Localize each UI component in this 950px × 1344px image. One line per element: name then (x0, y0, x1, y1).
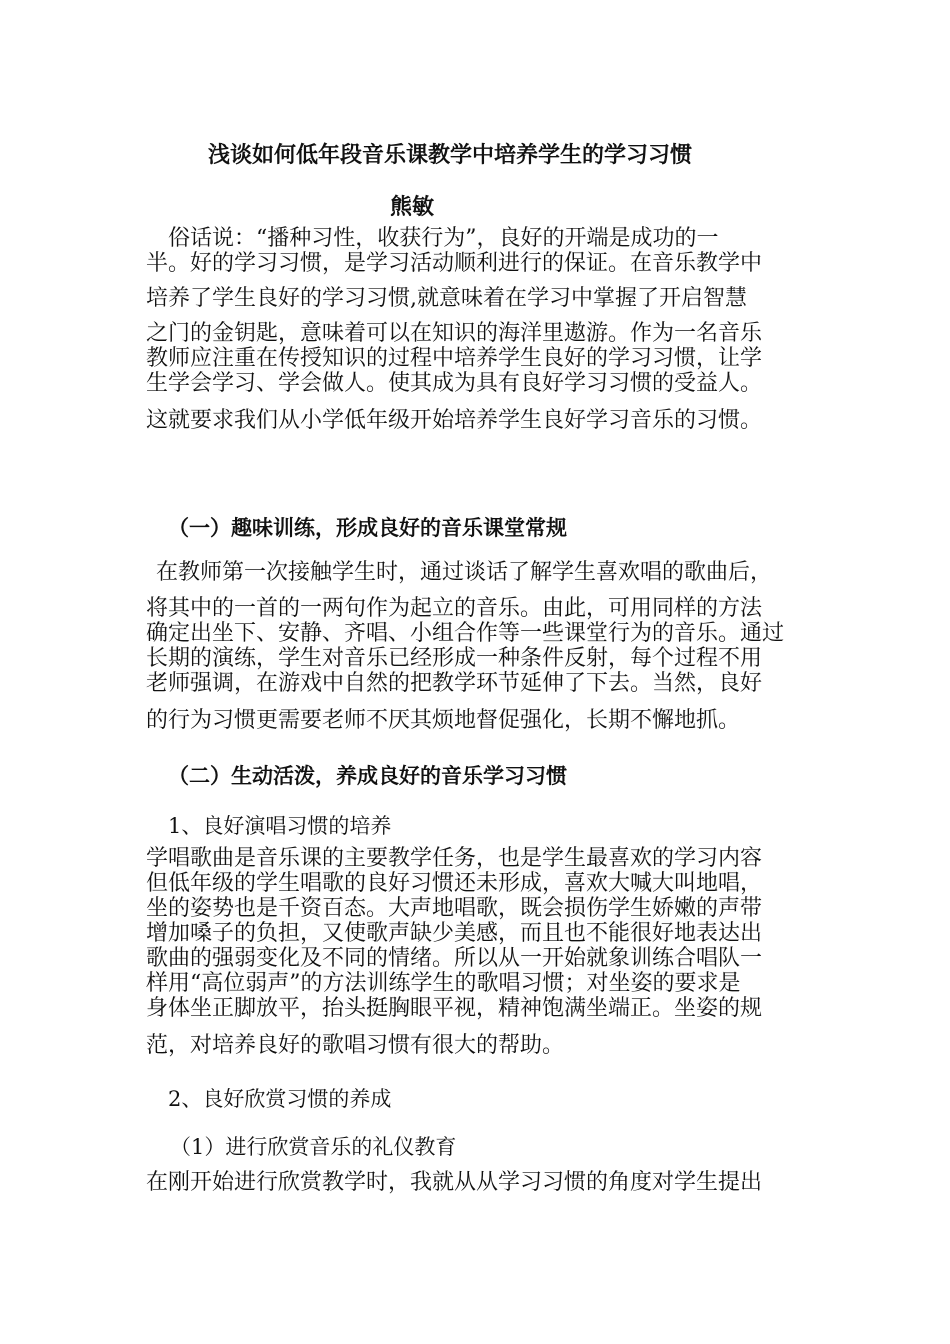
section1-line: 确定出坐下、安静、齐唱、小组合作等一些课堂行为的音乐。通过 (146, 621, 785, 646)
subsection-heading-2-1: （1）进行欣赏音乐的礼仪教育 (170, 1135, 457, 1159)
section1-line: 的行为习惯更需要老师不厌其烦地督促强化，长期不懈地抓。 (146, 708, 741, 733)
section-heading-2: （二）生动活泼，养成良好的音乐学习习惯 (168, 763, 567, 788)
singing-line: 但低年级的学生唱歌的良好习惯还未形成，喜欢大喊大叫地唱， (146, 871, 763, 896)
subsection-heading-2: 2、良好欣赏习惯的养成 (168, 1087, 392, 1111)
document-title: 浅谈如何低年段音乐课教学中培养学生的学习习惯 (208, 142, 693, 168)
section1-line: 长期的演练，学生对音乐已经形成一种条件反射，每个过程不用 (146, 646, 763, 671)
intro-line: 生学会学习、学会做人。使其成为具有良好学习习惯的受益人。 (146, 371, 763, 396)
section-heading-1: （一）趣味训练，形成良好的音乐课堂常规 (168, 515, 567, 540)
section1-line: 将其中的一首的一两句作为起立的音乐。由此，可用同样的方法 (146, 596, 763, 621)
intro-line: 半。好的学习习惯，是学习活动顺利进行的保证。在音乐教学中 (146, 251, 763, 276)
appreciation-line: 在刚开始进行欣赏教学时，我就从从学习习惯的角度对学生提出 (146, 1170, 763, 1195)
intro-line: 之门的金钥匙，意味着可以在知识的海洋里遨游。作为一名音乐 (146, 321, 763, 346)
intro-line: 俗话说：“播种习性，收获行为”，良好的开端是成功的一 (146, 226, 719, 251)
author-name: 熊敏 (390, 194, 435, 220)
singing-line: 学唱歌曲是音乐课的主要教学任务，也是学生最喜欢的学习内容 (146, 846, 763, 871)
subsection-heading-1: 1、良好演唱习惯的培养 (168, 814, 392, 838)
section1-line: 老师强调，在游戏中自然的把教学环节延伸了下去。当然，良好 (146, 671, 763, 696)
singing-line: 范，对培养良好的歌唱习惯有很大的帮助。 (146, 1033, 565, 1058)
singing-line: 增加嗓子的负担，又使歌声缺少美感，而且也不能很好地表达出 (146, 921, 763, 946)
singing-line: 身体坐正脚放平，抬头挺胸眼平视，精神饱满坐端正。坐姿的规 (146, 996, 763, 1021)
intro-line: 教师应注重在传授知识的过程中培养学生良好的学习习惯，让学 (146, 346, 763, 371)
intro-line: 培养了学生良好的学习习惯,就意味着在学习中掌握了开启智慧 (146, 286, 747, 311)
singing-line: 坐的姿势也是千资百态。大声地唱歌，既会损伤学生娇嫩的声带 (146, 896, 763, 921)
singing-line: 样用“高位弱声”的方法训练学生的歌唱习惯；对坐姿的要求是 (146, 971, 741, 996)
singing-line: 歌曲的强弱变化及不同的情绪。所以从一开始就象训练合唱队一 (146, 946, 763, 971)
intro-line: 这就要求我们从小学低年级开始培养学生良好学习音乐的习惯。 (146, 408, 763, 433)
section1-line: 在教师第一次接触学生时，通过谈话了解学生喜欢唱的歌曲后， (156, 560, 773, 585)
